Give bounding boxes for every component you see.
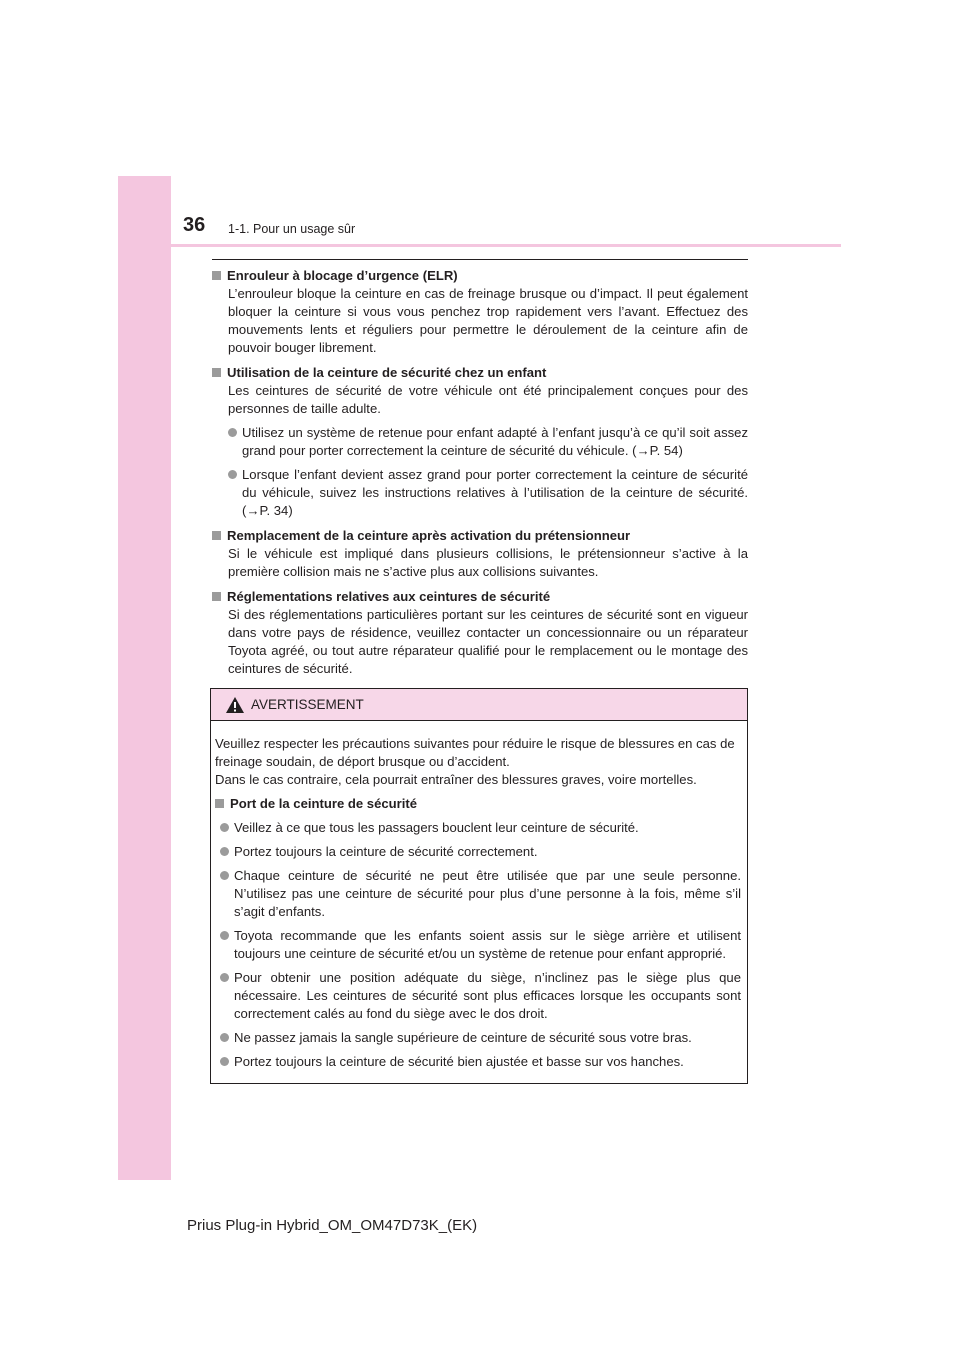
square-bullet-icon [215, 799, 224, 808]
main-content [212, 267, 748, 685]
warning-header [211, 689, 747, 721]
square-bullet-icon [212, 271, 221, 280]
section-heading: 1-1. Pour un usage sûr [228, 222, 356, 236]
circle-bullet-icon [220, 823, 229, 832]
section-regulations [212, 588, 748, 678]
header-rule [171, 244, 841, 247]
circle-bullet-icon [220, 931, 229, 940]
side-tab-band [118, 176, 171, 1180]
list-item: Veillez à ce que tous les passagers bouclent leur ceinture de sécurité. [220, 819, 741, 837]
circle-bullet-icon [220, 871, 229, 880]
list-item: Pour obtenir une position adéquate du siège, n’inclinez pas le siège plus que nécessaire. Les ceintures de sécurité sont plus efficaces lorsque les occupants sont correctement calés au fond du siège avec le dos droit. [220, 969, 741, 1023]
section-pretensioner [212, 527, 748, 581]
page-number: 36 [183, 214, 206, 236]
circle-bullet-icon [228, 470, 237, 479]
list-item: Ne passez jamais la sangle supérieure de ceinture de sécurité sous votre bras. [220, 1029, 741, 1047]
square-bullet-icon [212, 368, 221, 377]
warning-box [210, 688, 748, 1084]
circle-bullet-icon [220, 973, 229, 982]
warning-intro: Veuillez respecter les précautions suivantes pour réduire le risque de blessures en cas de freinage soudain, de déport brusque ou d’accident. [215, 736, 735, 769]
circle-bullet-icon [220, 847, 229, 856]
warning-triangle-icon [225, 696, 245, 714]
footer-doc-id: Prius Plug-in Hybrid_OM_OM47D73K_(EK) [187, 1217, 478, 1234]
warning-subtitle: Port de la ceinture de sécurité [230, 796, 418, 811]
list-item: Chaque ceinture de sécurité ne peut être utilisée que par une seule personne. N’utilisez pas une ceinture de sécurité pour plus d’une personne à la fois, même s’il s’agit d’enfants. [220, 867, 741, 921]
list-item: Toyota recommande que les enfants soient assis sur le siège arrière et utilisent toujours une ceinture de sécurité et/ou un système de retenue pour enfant approprié. [220, 927, 741, 963]
circle-bullet-icon [220, 1033, 229, 1042]
section-title: Utilisation de la ceinture de sécurité chez un enfant [227, 365, 547, 380]
section-elr [212, 267, 748, 357]
list-item: Utilisez un système de retenue pour enfant adapté à l’enfant jusqu’à ce qu’il soit assez grand pour porter correctement la ceinture de sécurité du véhicule. (→P. 54) [228, 424, 748, 460]
list-item: Lorsque l’enfant devient assez grand pour porter correctement la ceinture de sécurité du véhicule, suivez les instructions relatives à l’utilisation de la ceinture de sécurité. (→P. 34) [228, 466, 748, 520]
list-item: Portez toujours la ceinture de sécurité bien ajustée et basse sur vos hanches. [220, 1053, 741, 1071]
warning-body [211, 721, 747, 1071]
warning-title: AVERTISSEMENT [251, 697, 364, 712]
square-bullet-icon [212, 531, 221, 540]
section-body: Si le véhicule est impliqué dans plusieurs collisions, le prétensionneur s’active à la première collision mais ne s’active plus aux collisions suivantes. [228, 546, 748, 579]
section-body: Si des réglementations particulières portant sur les ceintures de sécurité sont en vigueur dans votre pays de résidence, veuillez contacter un concessionnaire ou un réparateur Toyota agréé, ou tout autre réparateur qualifié pour le remplacement ou le montage des ceintures de sécurité. [228, 607, 748, 676]
section-child [212, 364, 748, 520]
list-item: Portez toujours la ceinture de sécurité correctement. [220, 843, 741, 861]
divider [212, 259, 748, 260]
section-title: Enrouleur à blocage d’urgence (ELR) [227, 268, 458, 283]
section-body: Les ceintures de sécurité de votre véhicule ont été principalement conçues pour des personnes de taille adulte. [228, 383, 748, 416]
square-bullet-icon [212, 592, 221, 601]
section-title: Remplacement de la ceinture après activation du prétensionneur [227, 528, 631, 543]
circle-bullet-icon [220, 1057, 229, 1066]
warning-intro-2: Dans le cas contraire, cela pourrait entraîner des blessures graves, voire mortelles. [215, 772, 697, 787]
circle-bullet-icon [228, 428, 237, 437]
section-body: L’enrouleur bloque la ceinture en cas de freinage brusque ou d’impact. Il peut également bloquer la ceinture si vous vous penchez trop rapidement vers l’avant. Effectuez des mouvements lents et réguliers pour permettre le déroulement de la ceinture afin de pouvoir bouger librement. [228, 286, 748, 355]
section-title: Réglementations relatives aux ceintures de sécurité [227, 589, 551, 604]
